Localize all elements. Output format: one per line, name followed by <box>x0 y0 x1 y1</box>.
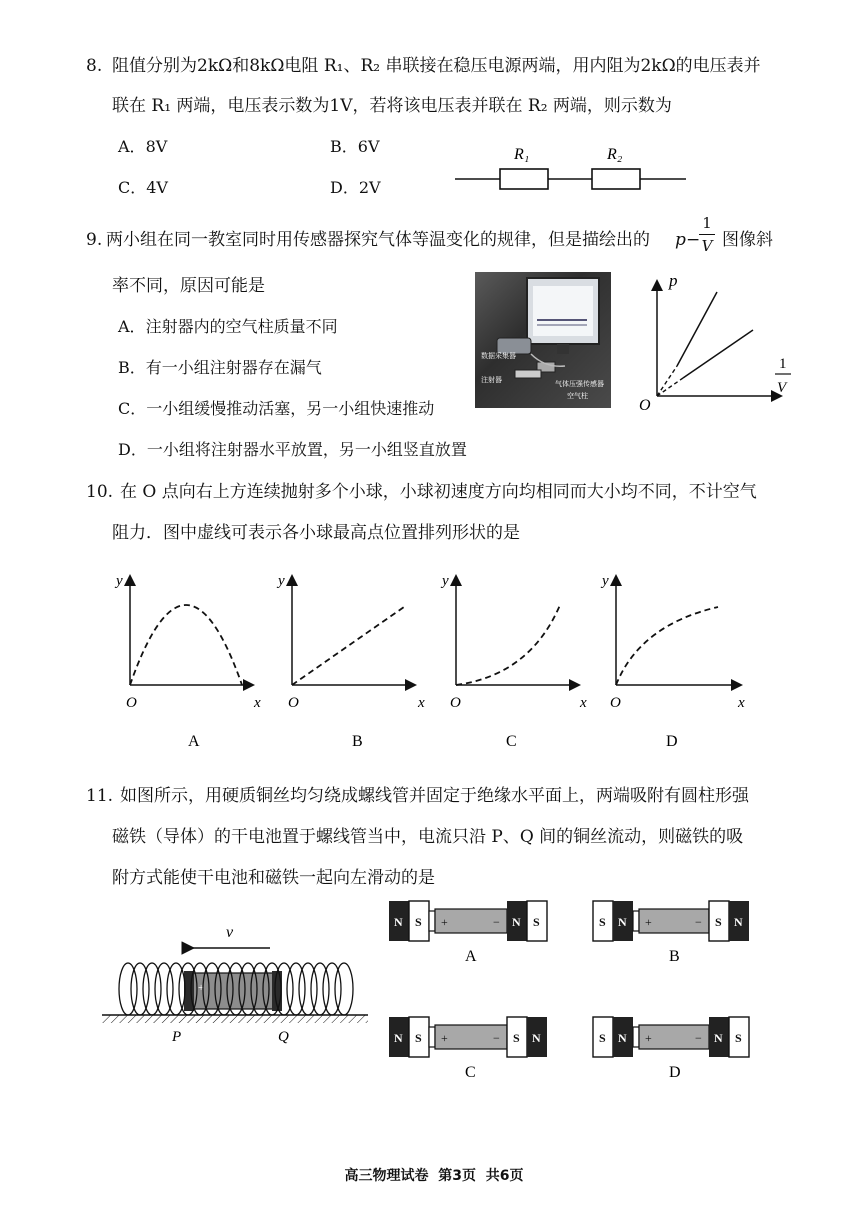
q9-graph-x-den: V <box>777 380 787 396</box>
q9-line1-post: 图像斜 <box>722 230 773 250</box>
svg-text:y: y <box>116 573 123 589</box>
q9-graph-var: p <box>675 230 686 250</box>
svg-text:S: S <box>533 915 540 929</box>
q9-graph-origin: O <box>639 397 651 414</box>
q9-graph-y-label: p <box>669 271 678 290</box>
q8-option-d: D．2V <box>330 178 381 197</box>
svg-text:O: O <box>610 695 621 711</box>
q10-graphs <box>110 565 770 755</box>
svg-text:y: y <box>602 573 609 589</box>
svg-text:N: N <box>394 915 403 929</box>
svg-text:O: O <box>288 695 299 711</box>
svg-text:−: − <box>695 915 702 929</box>
svg-text:x: x <box>254 695 261 711</box>
q8-option-b: B．6V <box>330 137 380 156</box>
q9-option-d: D．一小组将注射器水平放置，另一小组竖直放置 <box>118 440 467 459</box>
q9-frac-num: 1 <box>702 214 712 232</box>
resistor-r1 <box>500 169 548 189</box>
svg-text:N: N <box>532 1031 541 1045</box>
svg-text:S: S <box>599 915 606 929</box>
q9-option-b: B．有一小组注射器存在漏气 <box>118 358 322 377</box>
svg-text:O: O <box>126 695 137 711</box>
q10-graph-a <box>114 573 261 750</box>
svg-text:+: + <box>441 1031 448 1045</box>
svg-text:N: N <box>618 1031 627 1045</box>
q11-line3: 附方式能使干电池和磁铁一起向左滑动的是 <box>112 868 435 888</box>
q11-option-b <box>593 901 749 965</box>
resistor-r2 <box>592 169 640 189</box>
q8-line1: 阻值分别为2kΩ和8kΩ电阻 R₁、R₂ 串联接在稳压电源两端，用内阻为2kΩ的电压表并 <box>112 56 761 76</box>
svg-text:+: + <box>645 1031 652 1045</box>
photo-label-syringe: 注射器 <box>481 376 502 384</box>
photo-label-air: 空气柱 <box>567 392 588 400</box>
q11-option-d <box>593 1017 749 1081</box>
svg-text:S: S <box>735 1031 742 1045</box>
svg-text:x: x <box>738 695 745 711</box>
q11-number: 11. <box>86 786 114 806</box>
svg-text:−: − <box>493 1031 500 1045</box>
svg-text:−: − <box>493 915 500 929</box>
svg-text:S: S <box>415 1031 422 1045</box>
q11-solenoid-diagram <box>100 915 370 1050</box>
q10-graph-b-label: B <box>352 733 363 750</box>
q10-c-curve <box>456 605 560 685</box>
svg-text:S: S <box>715 915 722 929</box>
q9-line1-pre: 两小组在同一教室同时用传感器探究气体等温变化的规律，但是描绘出的 <box>106 230 650 250</box>
svg-text:N: N <box>714 1031 723 1045</box>
q9-frac-bar <box>699 234 715 235</box>
q10-graph-c-label: C <box>506 733 517 750</box>
q10-line1: 在 O 点向右上方连续抛射多个小球，小球初速度方向均相同而大小均不同，不计空气 <box>120 482 757 502</box>
svg-text:S: S <box>415 915 422 929</box>
svg-text:+: + <box>198 982 205 994</box>
q9-shallow-line <box>683 330 753 378</box>
page-footer: 高三物理试卷 第3页 共6页 <box>344 1168 524 1184</box>
svg-text:O: O <box>450 695 461 711</box>
q10-graph-b <box>276 573 425 750</box>
svg-text:x: x <box>418 695 425 711</box>
q8-circuit-diagram <box>450 140 695 195</box>
svg-text:x: x <box>580 695 587 711</box>
q10-d-curve <box>616 607 718 685</box>
q10-a-curve <box>130 605 242 685</box>
q9-line2: 率不同，原因可能是 <box>112 276 265 296</box>
q11-option-d-label: D <box>669 1064 681 1081</box>
q9-dash: − <box>686 230 701 250</box>
q11-option-c-label: C <box>465 1064 476 1081</box>
experiment-photo <box>475 272 611 408</box>
velocity-label: v <box>226 924 234 941</box>
q9-number: 9. <box>86 230 103 250</box>
svg-text:+: + <box>645 915 652 929</box>
q11-line1: 如图所示，用硬质铜丝均匀绕成螺线管并固定于绝缘水平面上，两端吸附有圆柱形强 <box>120 786 749 806</box>
photo-label-sensor: 气体压强传感器 <box>555 380 604 388</box>
q11-option-a <box>389 901 547 965</box>
q10-graph-d <box>600 573 745 750</box>
r2-label: R₂ <box>607 146 623 163</box>
q10-graph-c <box>440 573 587 750</box>
photo-label-collector: 数据采集器 <box>481 352 516 360</box>
point-p-label: P <box>172 1029 182 1045</box>
q9-frac-den: V <box>701 237 713 255</box>
r1-label: R₁ <box>514 146 530 163</box>
q10-number: 10. <box>86 482 114 502</box>
q8-number: 8. <box>86 56 103 76</box>
q10-line2: 阻力．图中虚线可表示各小球最高点位置排列形状的是 <box>112 523 520 543</box>
svg-text:N: N <box>734 915 743 929</box>
svg-text:S: S <box>513 1031 520 1045</box>
q8-option-a: A．8V <box>118 137 168 156</box>
q9-steep-line <box>677 292 717 366</box>
q9-option-c: C．一小组缓慢推动活塞，另一小组快速推动 <box>118 399 435 418</box>
svg-text:N: N <box>618 915 627 929</box>
svg-text:y: y <box>278 573 285 589</box>
q11-option-b-label: B <box>669 948 680 965</box>
q11-option-a-label: A <box>465 948 477 965</box>
q11-line2: 磁铁（导体）的干电池置于螺线管当中，电流只沿 P、Q 间的铜丝流动，则磁铁的吸 <box>112 827 744 847</box>
q11-options <box>385 895 765 1095</box>
q9-p-inv-v-graph <box>635 268 795 418</box>
q8-option-c: C．4V <box>118 178 168 197</box>
q10-graph-d-label: D <box>666 733 678 750</box>
q10-graph-a-label: A <box>188 733 200 750</box>
q10-b-curve <box>292 607 404 685</box>
q9-graph-x-num: 1 <box>779 356 787 372</box>
experiment-photo-drawing <box>475 272 611 408</box>
svg-text:y: y <box>442 573 449 589</box>
ground-surface <box>102 1015 368 1023</box>
svg-text:N: N <box>394 1031 403 1045</box>
q9-option-a: A．注射器内的空气柱质量不同 <box>118 317 338 336</box>
svg-text:−: − <box>695 1031 702 1045</box>
svg-text:N: N <box>512 915 521 929</box>
q8-line2: 联在 R₁ 两端，电压表示数为1V，若将该电压表并联在 R₂ 两端，则示数为 <box>112 96 672 116</box>
svg-text:S: S <box>599 1031 606 1045</box>
q11-option-c <box>389 1017 547 1081</box>
syringe-icon <box>515 370 541 378</box>
point-q-label: Q <box>278 1029 289 1045</box>
svg-text:+: + <box>441 915 448 929</box>
